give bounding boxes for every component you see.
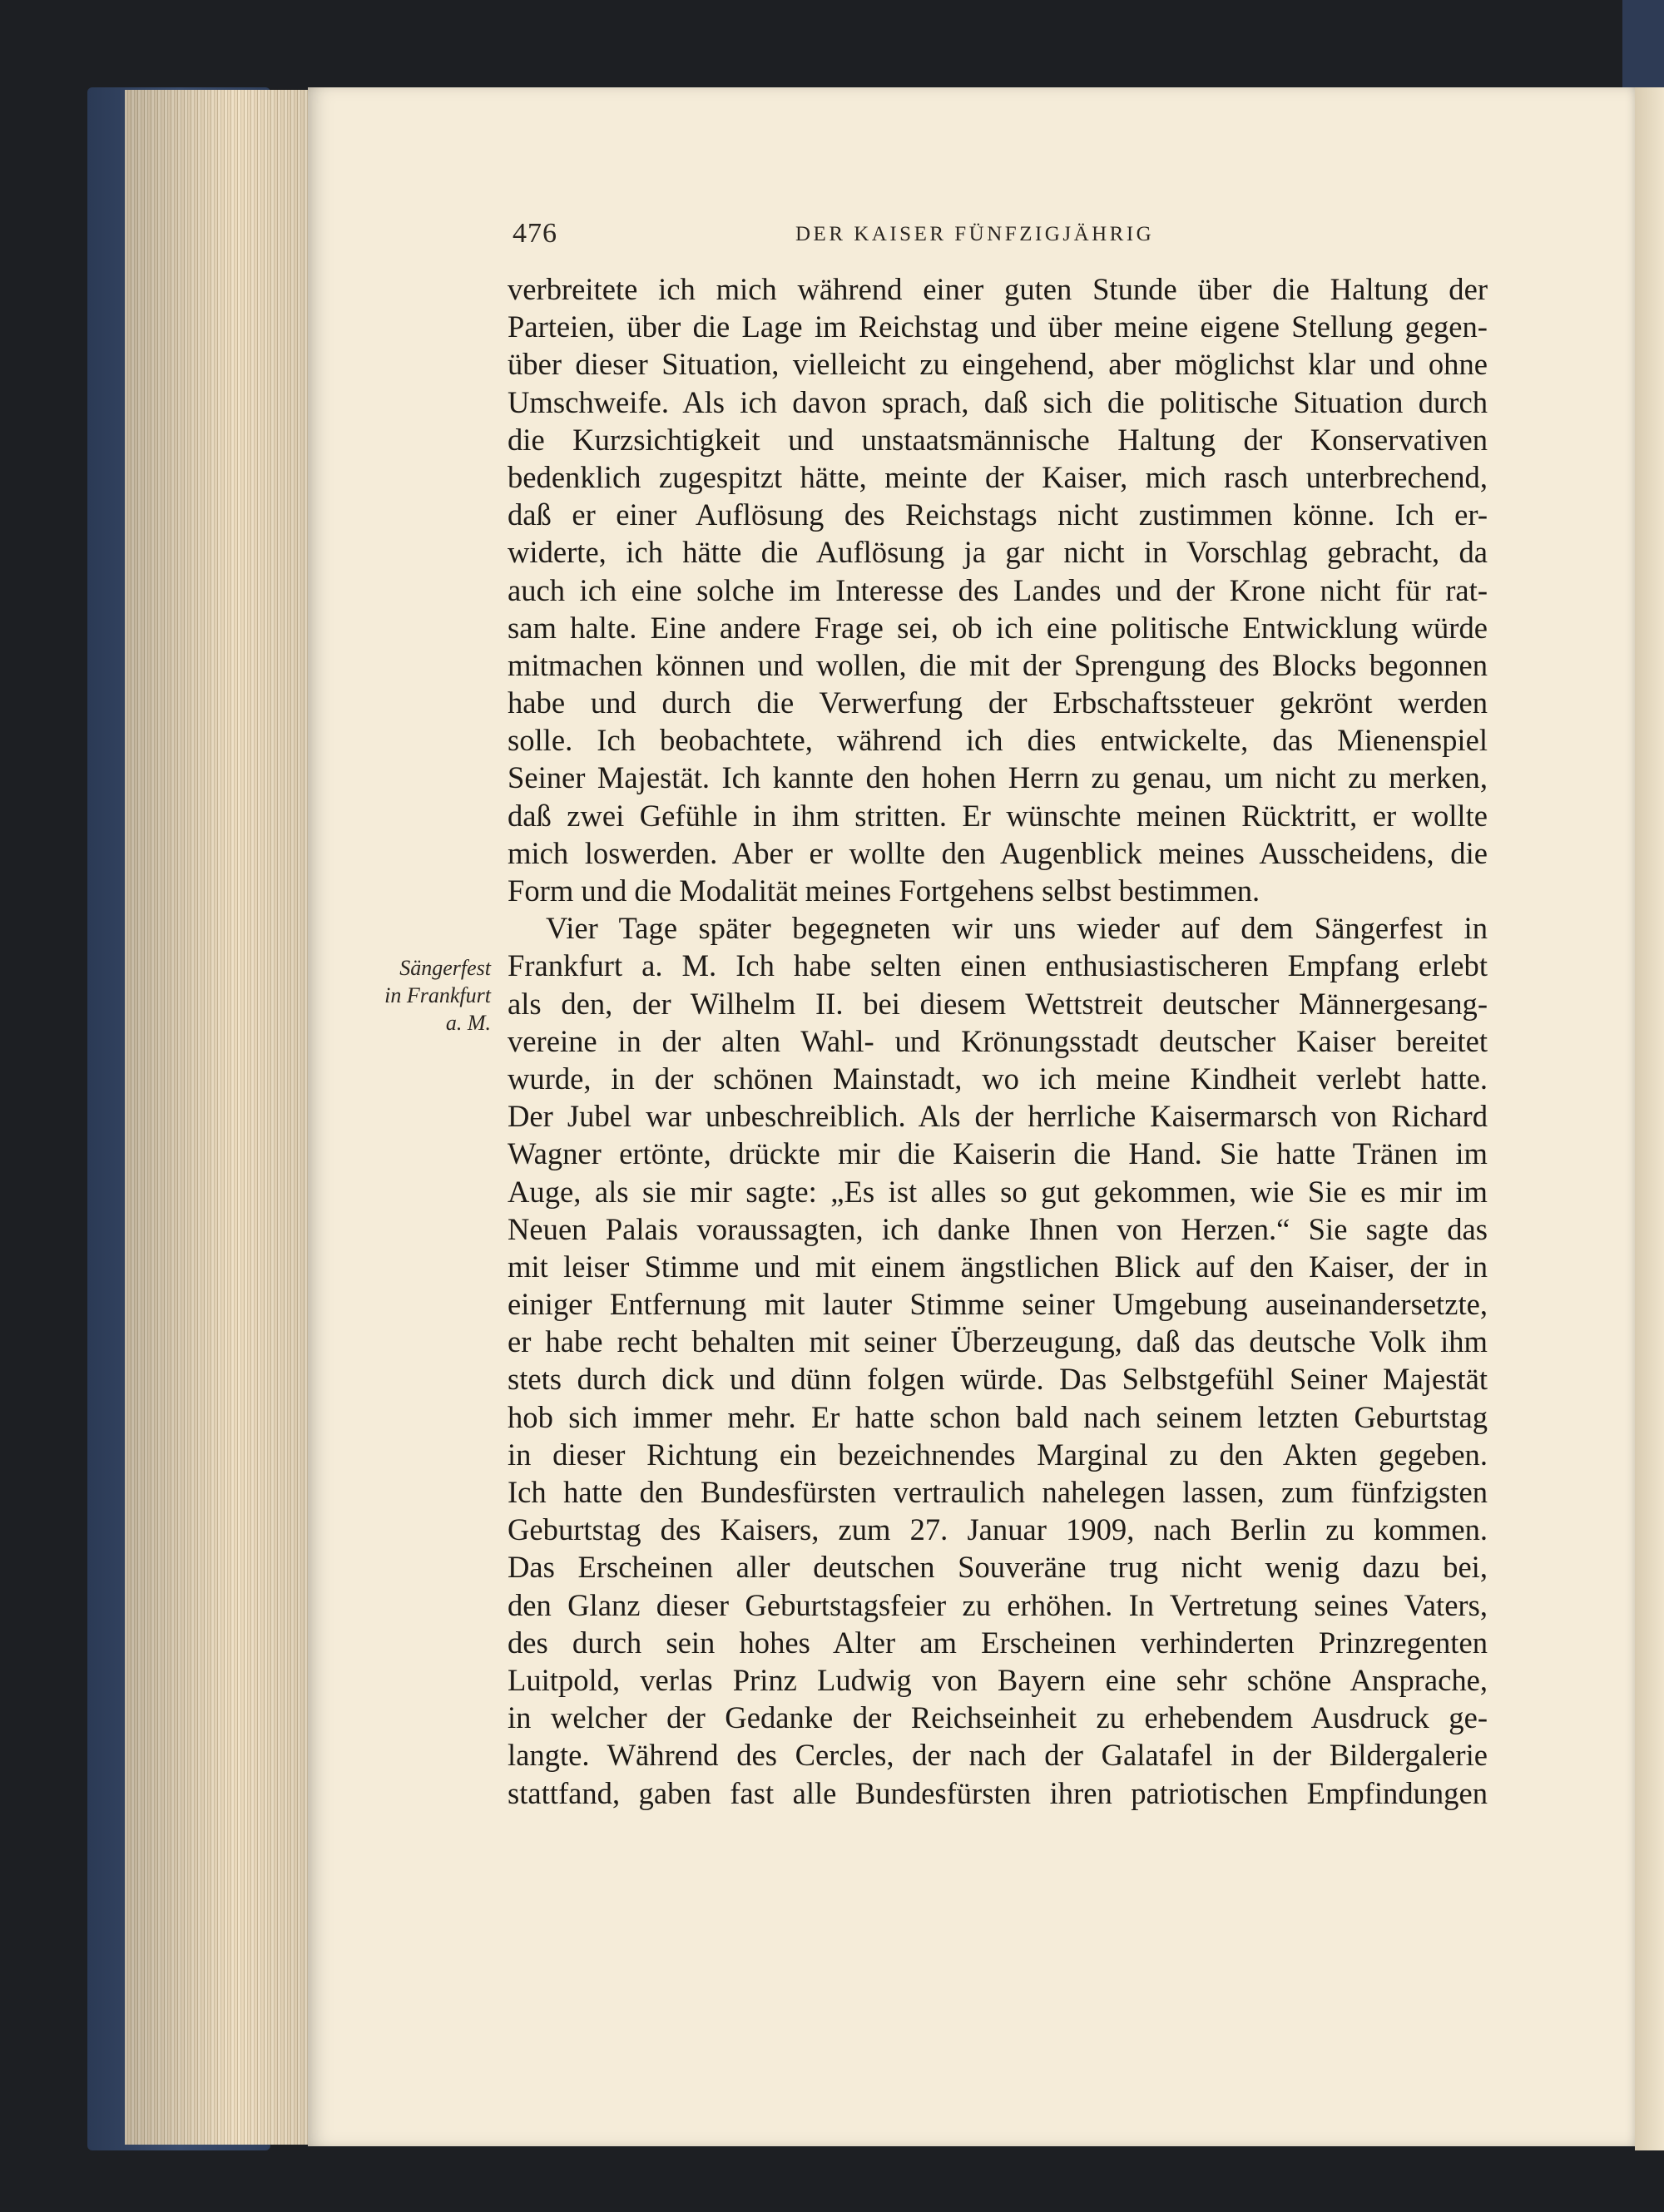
text-line: Frankfurt a. M. Ich habe selten einen enthusiastischeren Empfang erlebt [508, 948, 1488, 983]
text-line: Parteien, über die Lage im Reichstag und über meine eigene Stellung gegen- [508, 309, 1488, 344]
text-line: stets durch dick und dünn folgen würde. Das Selbstgefühl Seiner Majestät [508, 1362, 1488, 1397]
page-header [513, 218, 1478, 260]
text-line: widerte, ich hätte die Auflösung ja gar nicht in Vorschlag gebracht, da [508, 535, 1488, 570]
facing-page-edge [1635, 87, 1664, 2150]
text-line: auch ich eine solche im Interesse des Landes und der Krone nicht für rat- [508, 572, 1488, 607]
text-line: mich loswerden. Aber er wollte den Augenblick meines Ausscheidens, die [508, 835, 1488, 870]
text-line: habe und durch die Verwerfung der Erbschaftssteuer gekrönt werden [508, 685, 1488, 720]
body-text [508, 270, 1488, 1812]
text-line: Wagner ertönte, drückte mir die Kaiserin die Hand. Sie hatte Tränen im [508, 1136, 1488, 1171]
text-line: in welcher der Gedanke der Reichseinheit zu erhebendem Ausdruck ge- [508, 1700, 1488, 1735]
text-line: verbreitete ich mich während einer guten Stunde über die Haltung der [508, 272, 1488, 306]
margin-note-line: in Frankfurt [384, 983, 491, 1007]
margin-note-line: Sängerfest [399, 956, 491, 980]
text-line: langte. Während des Cercles, der nach der Galatafel in der Bildergalerie [508, 1738, 1488, 1773]
text-line: in dieser Richtung ein bezeichnendes Marginal zu den Akten gegeben. [508, 1437, 1488, 1472]
text-line: stattfand, gaben fast alle Bundesfürsten ihren patriotischen Empfindungen [508, 1775, 1488, 1810]
running-head: DER KAISER FÜNFZIGJÄHRIG [795, 223, 1155, 245]
text-line: Ich hatte den Bundesfürsten vertraulich nahelegen lassen, zum fünfzigsten [508, 1475, 1488, 1509]
text-line: daß er einer Auflösung des Reichstags nicht zustimmen könne. Ich er- [508, 497, 1488, 532]
text-line: Seiner Majestät. Ich kannte den hohen Herrn zu genau, um nicht zu merken, [508, 760, 1488, 795]
text-line: Umschweife. Als ich davon sprach, daß sich die politische Situation durch [508, 384, 1488, 419]
text-line: bedenklich zugespitzt hätte, meinte der Kaiser, mich rasch unterbrechend, [508, 459, 1488, 494]
text-line: sam halte. Eine andere Frage sei, ob ich eine politische Entwicklung würde [508, 610, 1488, 645]
text-line: hob sich immer mehr. Er hatte schon bald nach seinem letzten Geburtstag [508, 1399, 1488, 1434]
text-line: Auge, als sie mir sagte: „Es ist alles so gut gekommen, wie Sie es mir im [508, 1174, 1488, 1209]
text-line: einiger Entfernung mit lauter Stimme seiner Umgebung auseinandersetzte, [508, 1287, 1488, 1322]
text-line: die Kurzsichtigkeit und unstaatsmännische Haltung der Konservativen [508, 422, 1488, 457]
text-line: mit leiser Stimme und mit einem ängstlichen Blick auf den Kaiser, der in [508, 1249, 1488, 1284]
text-line: Geburtstag des Kaisers, zum 27. Januar 1909, nach Berlin zu kommen. [508, 1512, 1488, 1547]
page-number: 476 [513, 218, 557, 249]
text-line: des durch sein hohes Alter am Erscheinen verhinderten Prinzregenten [508, 1625, 1488, 1660]
text-line: solle. Ich beobachtete, während ich dies entwickelte, das Mienenspiel [508, 723, 1488, 758]
page-edges [125, 90, 312, 2145]
text-line: daß zwei Gefühle in ihm stritten. Er wünschte meinen Rücktritt, er wollte [508, 798, 1488, 833]
margin-note [333, 954, 491, 1037]
text-line: wurde, in der schönen Mainstadt, wo ich meine Kindheit verlebt hatte. [508, 1061, 1488, 1096]
text-line: Luitpold, verlas Prinz Ludwig von Bayern eine sehr schöne Ansprache, [508, 1662, 1488, 1697]
text-line: er habe recht behalten mit seiner Überzeugung, daß das deutsche Volk ihm [508, 1324, 1488, 1359]
text-line-paragraph-start: Vier Tage später begegneten wir uns wieder auf dem Sängerfest in [546, 911, 1488, 946]
text-line: über dieser Situation, vielleicht zu eingehend, aber möglichst klar und ohne [508, 347, 1488, 382]
text-line: Das Erscheinen aller deutschen Souveräne trug nicht wenig dazu bei, [508, 1550, 1488, 1585]
margin-note-line: a. M. [445, 1011, 491, 1035]
text-line: Neuen Palais voraussagten, ich danke Ihnen von Herzen.“ Sie sagte das [508, 1211, 1488, 1246]
text-line: als den, der Wilhelm II. bei diesem Wettstreit deutscher Männergesang- [508, 986, 1488, 1021]
text-line: mitmachen können und wollen, die mit der Sprengung des Blocks begonnen [508, 647, 1488, 682]
text-line: den Glanz dieser Geburtstagsfeier zu erhöhen. In Vertretung seines Vaters, [508, 1587, 1488, 1622]
text-line-paragraph-end: Form und die Modalität meines Fortgehens selbst bestimmen. [508, 873, 1260, 908]
text-line: Der Jubel war unbeschreiblich. Als der herrliche Kaisermarsch von Richard [508, 1099, 1488, 1134]
text-line: vereine in der alten Wahl- und Krönungsstadt deutscher Kaiser bereitet [508, 1023, 1488, 1058]
